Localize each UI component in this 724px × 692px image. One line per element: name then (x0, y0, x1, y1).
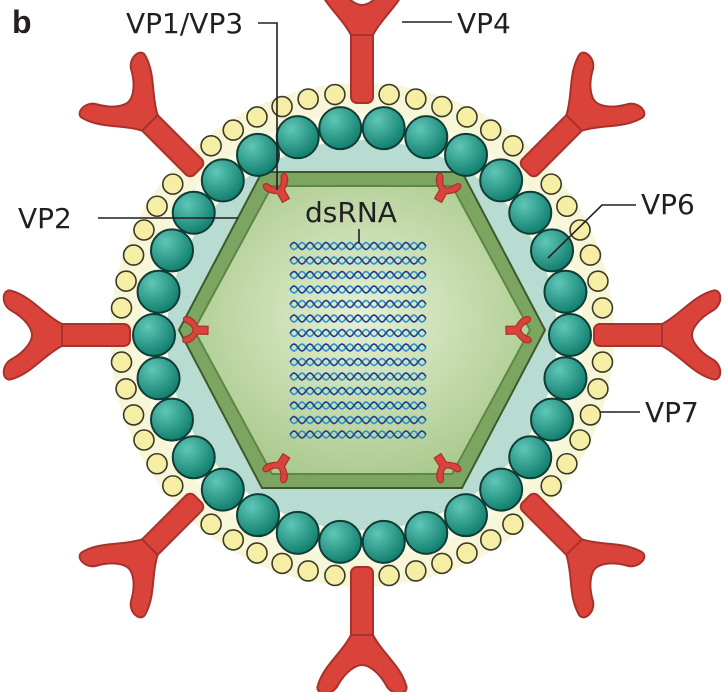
vp7-bead (588, 379, 608, 399)
vp7-bead (116, 379, 136, 399)
vp7-bead (124, 245, 144, 265)
vp7-bead (247, 107, 267, 127)
vp6-bead (531, 399, 573, 441)
vp7-bead (379, 565, 399, 585)
vp7-bead (116, 271, 136, 291)
vp6-bead (151, 399, 193, 441)
vp7-bead (557, 454, 577, 474)
vp7-bead (325, 85, 345, 105)
vp6-bead (151, 229, 193, 271)
vp6-bead (173, 192, 215, 234)
vp7-bead (580, 245, 600, 265)
vp6-bead (138, 271, 180, 313)
vp7-bead (325, 565, 345, 585)
vp4-spike (317, 567, 406, 692)
vp6-bead (202, 159, 244, 201)
vp7-bead (580, 405, 600, 425)
vp7-bead (163, 174, 183, 194)
vp4-spike (4, 290, 130, 379)
vp7-bead (457, 543, 477, 563)
vp6-bead (277, 116, 319, 158)
vp7-bead (541, 476, 561, 496)
vp4-spike (594, 290, 720, 379)
vp7-bead (481, 530, 501, 550)
vp7-bead (272, 97, 292, 117)
vp6-bead (237, 134, 279, 176)
vp7-bead (298, 89, 318, 109)
vp6-bead (173, 436, 215, 478)
vp6-bead (363, 107, 405, 149)
vp7-bead (201, 514, 221, 534)
vp1-vp3-label: VP1/VP3 (126, 7, 244, 40)
vp6-bead (480, 469, 522, 511)
vp7-bead (406, 561, 426, 581)
vp7-bead (432, 97, 452, 117)
vp2-label: VP2 (18, 202, 72, 235)
vp7-bead (134, 220, 154, 240)
vp7-bead (147, 454, 167, 474)
vp6-bead (544, 357, 586, 399)
vp7-bead (570, 430, 590, 450)
vp7-bead (272, 553, 292, 573)
vp6-bead (138, 357, 180, 399)
vp6-bead (277, 512, 319, 554)
vp6-bead (544, 271, 586, 313)
vp6-bead (445, 134, 487, 176)
vp7-bead (247, 543, 267, 563)
vp6-bead (363, 521, 405, 563)
vp7-bead (588, 271, 608, 291)
vp7-bead (112, 352, 132, 372)
vp7-bead (570, 220, 590, 240)
vp7-bead (223, 530, 243, 550)
vp6-bead (549, 314, 591, 356)
vp7-bead (457, 107, 477, 127)
vp7-bead (134, 430, 154, 450)
vp6-bead (405, 512, 447, 554)
vp6-bead (509, 192, 551, 234)
vp7-bead (379, 85, 399, 105)
vp6-label: VP6 (641, 188, 695, 221)
panel-label: b (12, 4, 32, 40)
vp6-bead (202, 469, 244, 511)
vp7-bead (557, 196, 577, 216)
vp4-label: VP4 (457, 7, 511, 40)
vp7-bead (223, 120, 243, 140)
vp7-bead (147, 196, 167, 216)
dsrna-label: dsRNA (305, 196, 397, 229)
vp7-bead (124, 405, 144, 425)
vp7-bead (163, 476, 183, 496)
vp6-bead (480, 159, 522, 201)
vp7-bead (541, 174, 561, 194)
vp7-bead (406, 89, 426, 109)
vp6-bead (133, 314, 175, 356)
vp6-bead (445, 494, 487, 536)
vp7-bead (503, 136, 523, 156)
vp6-bead (531, 229, 573, 271)
vp7-bead (201, 136, 221, 156)
vp6-bead (319, 107, 361, 149)
vp7-bead (112, 298, 132, 318)
vp7-label: VP7 (645, 396, 699, 429)
vp7-bead (432, 553, 452, 573)
vp6-bead (405, 116, 447, 158)
vp7-bead (481, 120, 501, 140)
vp6-bead (319, 521, 361, 563)
vp6-bead (237, 494, 279, 536)
vp7-bead (592, 352, 612, 372)
vp7-bead (503, 514, 523, 534)
vp6-bead (509, 436, 551, 478)
vp7-bead (298, 561, 318, 581)
vp7-bead (592, 298, 612, 318)
